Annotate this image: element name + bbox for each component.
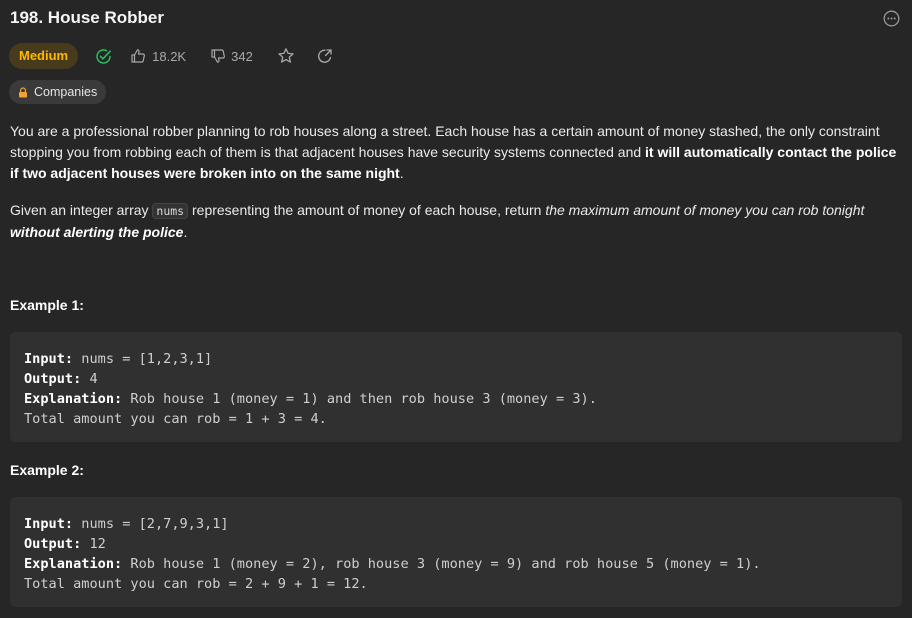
output-value: 12: [81, 536, 106, 552]
example-1-title: Example 1:: [10, 297, 84, 313]
example-2-title: Example 2:: [10, 462, 84, 478]
explanation-label: Explanation:: [24, 391, 123, 407]
input-value: nums = [1,2,3,1]: [73, 351, 213, 367]
input-value: nums = [2,7,9,3,1]: [73, 516, 229, 532]
star-icon[interactable]: [277, 47, 295, 65]
title-row: [10, 7, 902, 31]
meta-row: [9, 43, 333, 69]
description-text-end: .: [399, 165, 404, 181]
problem-title: 198. House Robber: [10, 8, 164, 27]
description-bold-text: it will automatically contact the police if two adjacent houses were broken into on the same night: [10, 144, 897, 181]
like-count: 18.2K: [152, 48, 187, 64]
like-button[interactable]: [130, 48, 186, 64]
description-text: You are a professional robber planning to rob houses along a street. Each house has a certain amount of money stashed, the only constraint stopping you from robbing each of them is that adjacent houses have security systems connected and: [10, 123, 880, 160]
output-value: 4: [81, 371, 98, 387]
output-label: Output:: [24, 371, 82, 387]
explanation-value: Rob house 1 (money = 2), rob house 3 (money = 9) and rob house 5 (money = 1).: [122, 556, 761, 572]
explanation-total: Total amount you can rob = 1 + 3 = 4.: [24, 411, 327, 427]
description-paragraph-1: [10, 121, 900, 184]
lock-icon: [18, 87, 28, 98]
thumbs-down-icon: [210, 48, 226, 64]
description-text-end: .: [183, 224, 188, 240]
input-label: Input:: [24, 516, 74, 532]
example-2-box: [10, 497, 902, 607]
dislike-count: 342: [231, 48, 253, 64]
description-text: Given an integer array: [10, 202, 153, 218]
inline-code: nums: [152, 203, 188, 219]
explanation-total: Total amount you can rob = 2 + 9 + 1 = 12.: [24, 576, 368, 592]
share-icon[interactable]: [317, 48, 333, 64]
companies-button[interactable]: [9, 80, 106, 104]
input-label: Input:: [24, 351, 74, 367]
difficulty-badge: Medium: [9, 43, 78, 69]
example-1-box: [10, 332, 902, 442]
description-bold-italic-text: without alerting the police: [10, 224, 184, 240]
description-italic-text: the maximum amount of money you can rob tonight: [545, 202, 865, 218]
check-circle-icon: [95, 48, 112, 65]
thumbs-up-icon: [130, 48, 146, 64]
description-paragraph-2: [10, 200, 900, 243]
companies-label: Companies: [34, 85, 98, 99]
output-label: Output:: [24, 536, 82, 552]
dislike-button[interactable]: [210, 48, 253, 64]
description-text: representing the amount of money of each house, return: [188, 202, 546, 218]
more-icon[interactable]: [883, 10, 899, 26]
explanation-label: Explanation:: [24, 556, 123, 572]
explanation-value: Rob house 1 (money = 1) and then rob house 3 (money = 3).: [122, 391, 597, 407]
